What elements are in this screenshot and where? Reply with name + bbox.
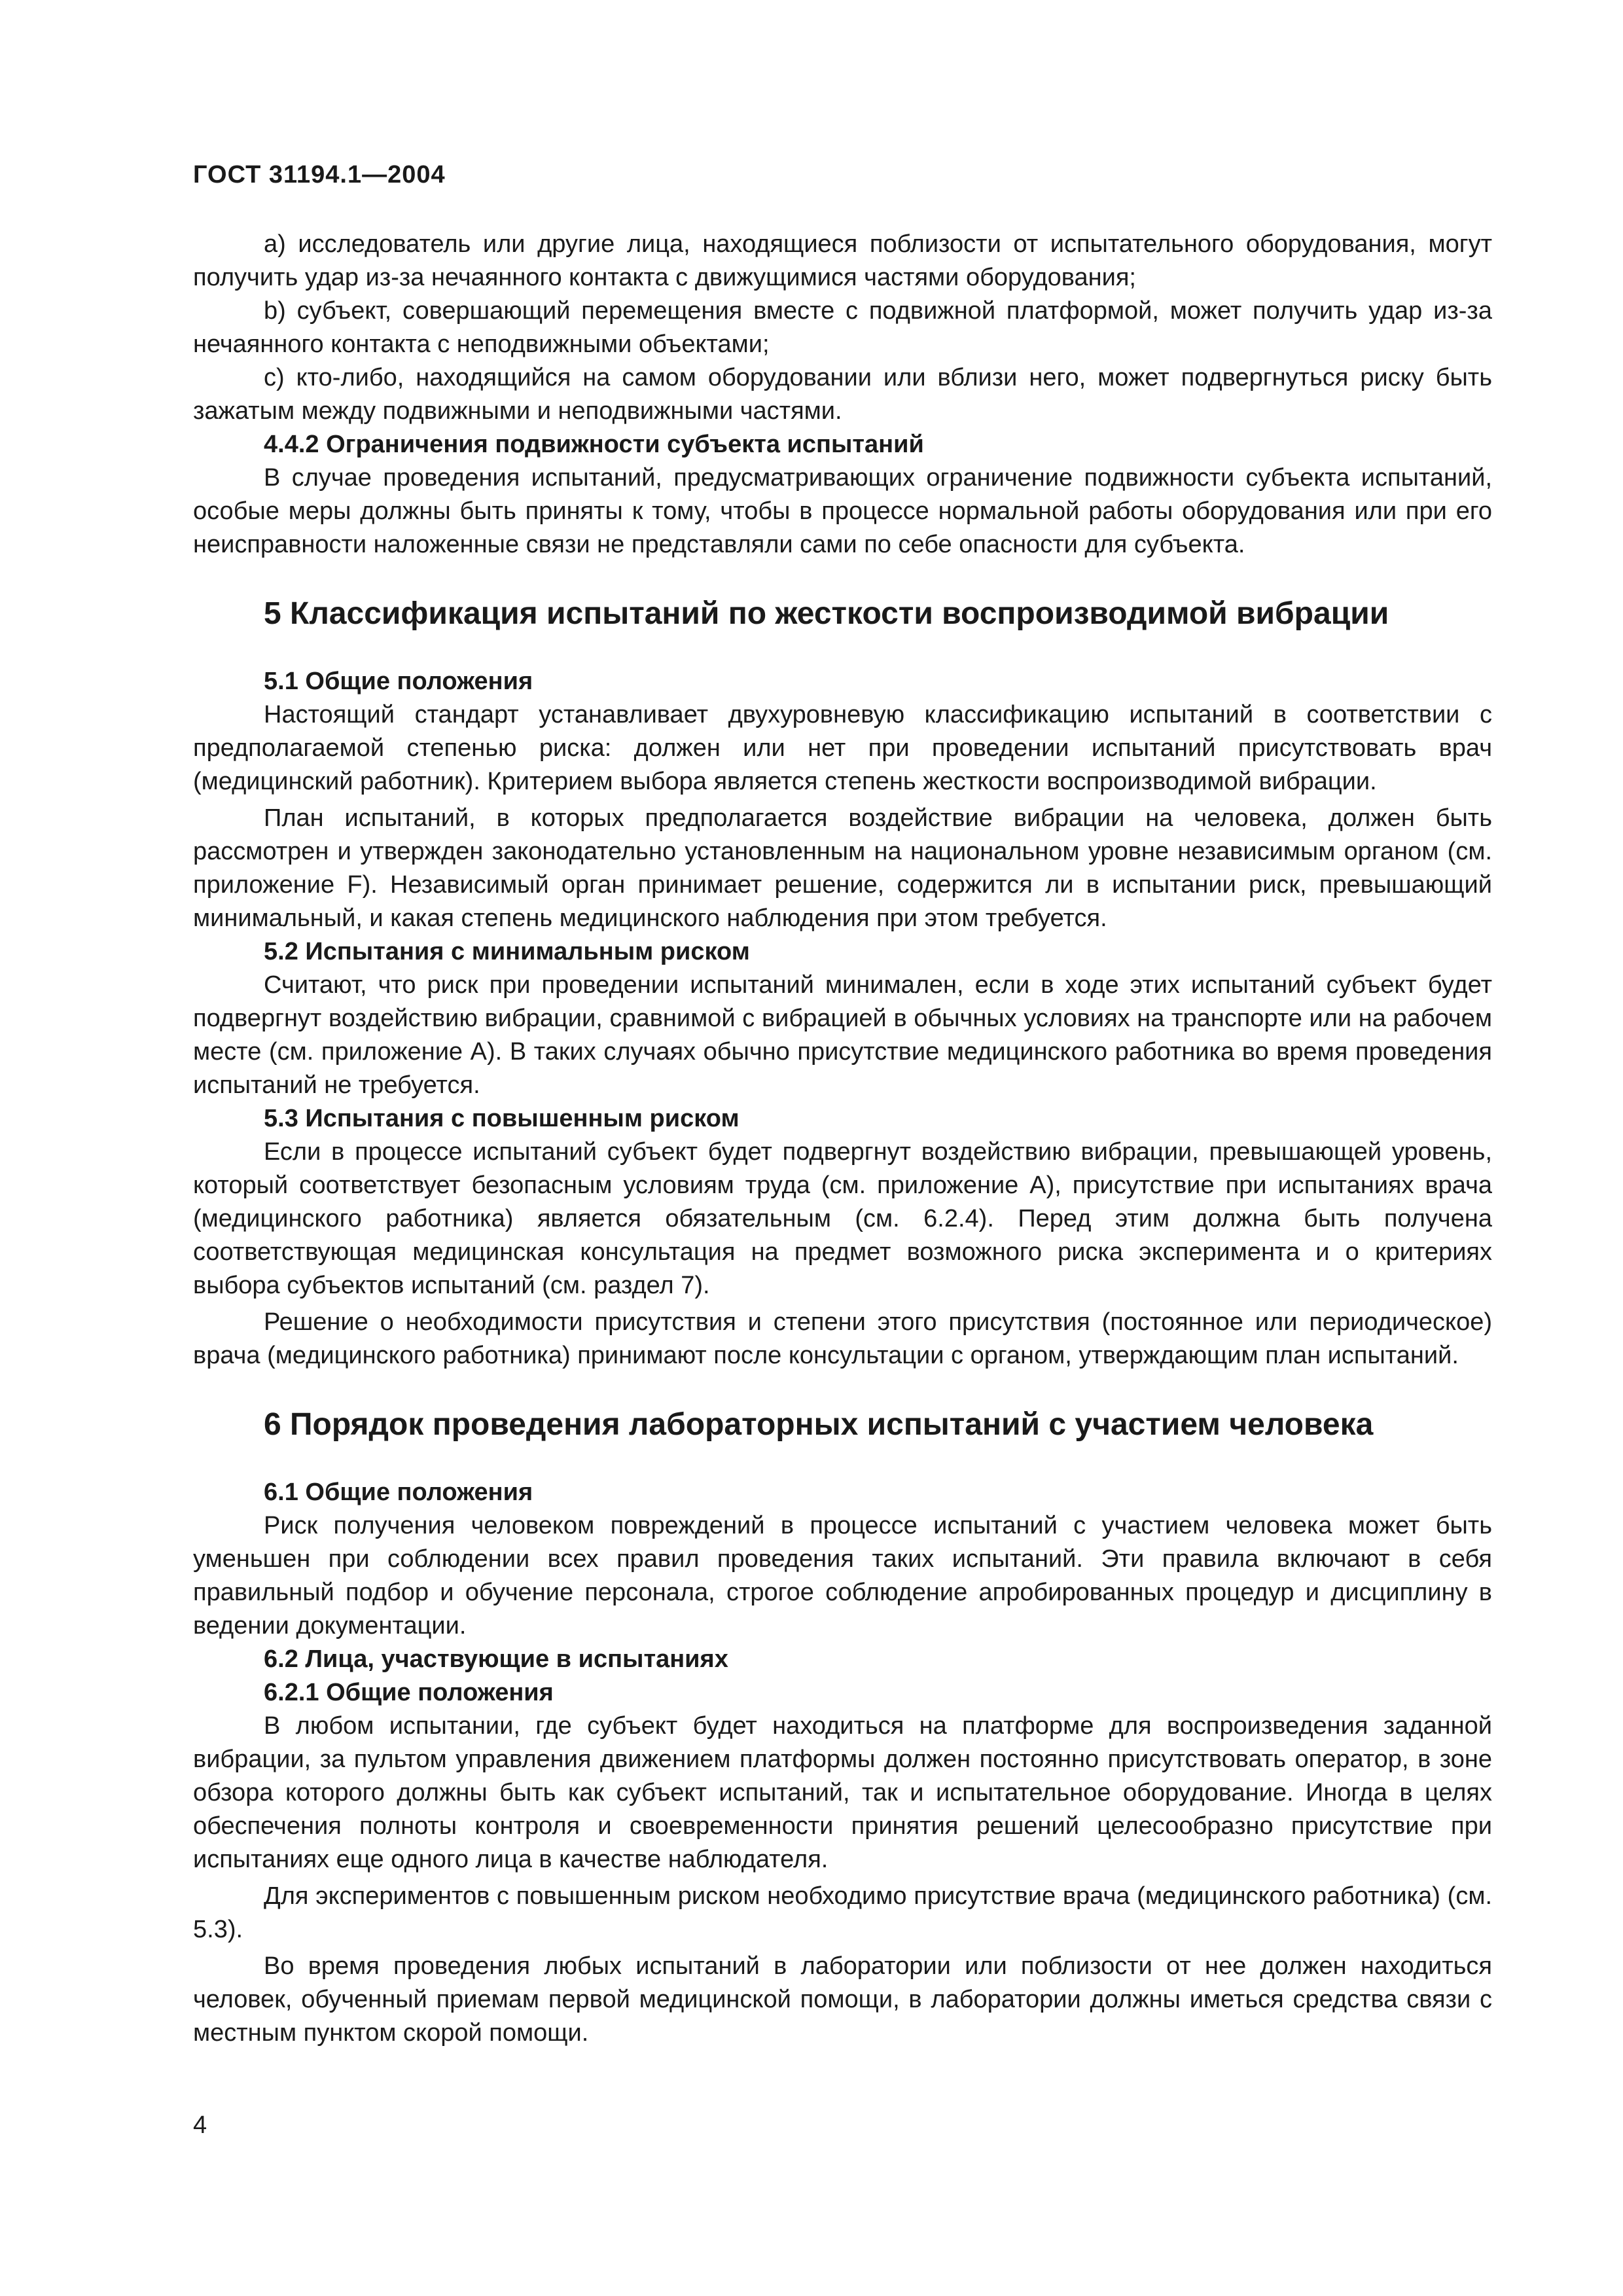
paragraph-6-2-1-2: Для экспериментов с повышенным риском необходимо присутствие врача (медицинского работника) (см. 5.3). [193, 1882, 1492, 1943]
subsection-heading-5-1: 5.1 Общие положения [264, 668, 533, 695]
section-heading-6: 6 Порядок проведения лабораторных испытаний с участием человека [264, 1407, 1374, 1442]
list-item-c: c) кто-либо, находящийся на самом оборудовании или вблизи него, может подвергнуться риску быть зажатым между подвижными и неподвижными частями. [193, 364, 1492, 425]
document-body [193, 228, 1492, 2050]
paragraph-5-2-1: Считают, что риск при проведении испытаний минимален, если в ходе этих испытаний субъект будет подвергнут воздействию вибрации, сравнимой с вибрацией в обычных условиях на транспорте или на рабочем месте (см. приложение А). В таких случаях обычно присутствие медицинского работника во время проведения испытаний не требуется. [193, 971, 1492, 1099]
document-header: ГОСТ 31194.1—2004 [193, 161, 446, 188]
paragraph-5-1-1: Настоящий стандарт устанавливает двухуровневую классификацию испытаний в соответствии с предполагаемой степенью риска: должен или нет при проведении испытаний присутствовать врач (медицинский работник). Критерием выбора является степень жесткости воспроизводимой вибрации. [193, 701, 1492, 795]
subsection-heading-6-1: 6.1 Общие положения [264, 1479, 533, 1506]
subsection-heading-5-3: 5.3 Испытания с повышенным риском [264, 1105, 740, 1132]
subsection-heading-5-2: 5.2 Испытания с минимальным риском [264, 938, 750, 965]
paragraph-5-3-1: Если в процессе испытаний субъект будет подвергнут воздействию вибрации, превышающей уровень, который соответствует безопасным условиям труда (см. приложение А), присутствие при испытаниях врача (медицинского работника) является обязательным (см. 6.2.4). Перед этим должна быть получена соответствующая медицинская консультация на предмет возможного риска эксперимента и о критериях выбора субъектов испытаний (см. раздел 7). [193, 1138, 1492, 1299]
paragraph-5-3-2: Решение о необходимости присутствия и степени этого присутствия (постоянное или периодическое) врача (медицинского работника) принимают после консультации с органом, утверждающим план испытаний. [193, 1308, 1492, 1369]
subsection-heading-6-2-1: 6.2.1 Общие положения [264, 1679, 554, 1706]
list-item-a: a) исследователь или другие лица, находящиеся поблизости от испытательного оборудования, могут получить удар из-за нечаянного контакта с движущимися частями оборудования; [193, 230, 1492, 291]
page-number: 4 [193, 2111, 207, 2139]
section-heading-5: 5 Классификация испытаний по жесткости воспроизводимой вибрации [264, 596, 1389, 631]
paragraph-6-2-1-3: Во время проведения любых испытаний в лаборатории или поблизости от нее должен находиться человек, обученный приемам первой медицинской помощи, в лаборатории должны иметься средства связи с местным пунктом скорой помощи. [193, 1952, 1492, 2047]
paragraph-5-1-2: План испытаний, в которых предполагается воздействие вибрации на человека, должен быть рассмотрен и утвержден законодательно установленным на национальном уровне независимым органом (см. приложение F). Независимый орган принимает решение, содержится ли в испытании риск, превышающий минимальный, и какая степень медицинского наблюдения при этом требуется. [193, 804, 1492, 932]
paragraph-6-2-1-1: В любом испытании, где субъект будет находиться на платформе для воспроизведения заданной вибрации, за пультом управления движением платформы должен постоянно присутствовать оператор, в зоне обзора которого должны быть как субъект испытаний, так и испытательное оборудование. Иногда в целях обеспечения полноты контроля и своевременности принятия решений целесообразно присутствие при испытаниях еще одного лица в качестве наблюдателя. [193, 1712, 1492, 1873]
paragraph-4-4-2: В случае проведения испытаний, предусматривающих ограничение подвижности субъекта испытаний, особые меры должны быть приняты к тому, чтобы в процессе нормальной работы оборудования или при его неисправности наложенные связи не представляли сами по себе опасности для субъекта. [193, 464, 1492, 558]
paragraph-6-1-1: Риск получения человеком повреждений в процессе испытаний с участием человека может быть уменьшен при соблюдении всех правил проведения таких испытаний. Эти правила включают в себя правильный подбор и обучение персонала, строгое соблюдение апробированных процедур и дисциплину в ведении документации. [193, 1512, 1492, 1640]
subsection-heading-6-2: 6.2 Лица, участвующие в испытаниях [264, 1645, 728, 1673]
subsection-heading-4-4-2: 4.4.2 Ограничения подвижности субъекта испытаний [264, 431, 924, 458]
list-item-b: b) субъект, совершающий перемещения вместе с подвижной платформой, может получить удар из-за нечаянного контакта с неподвижными объектами; [193, 297, 1492, 358]
